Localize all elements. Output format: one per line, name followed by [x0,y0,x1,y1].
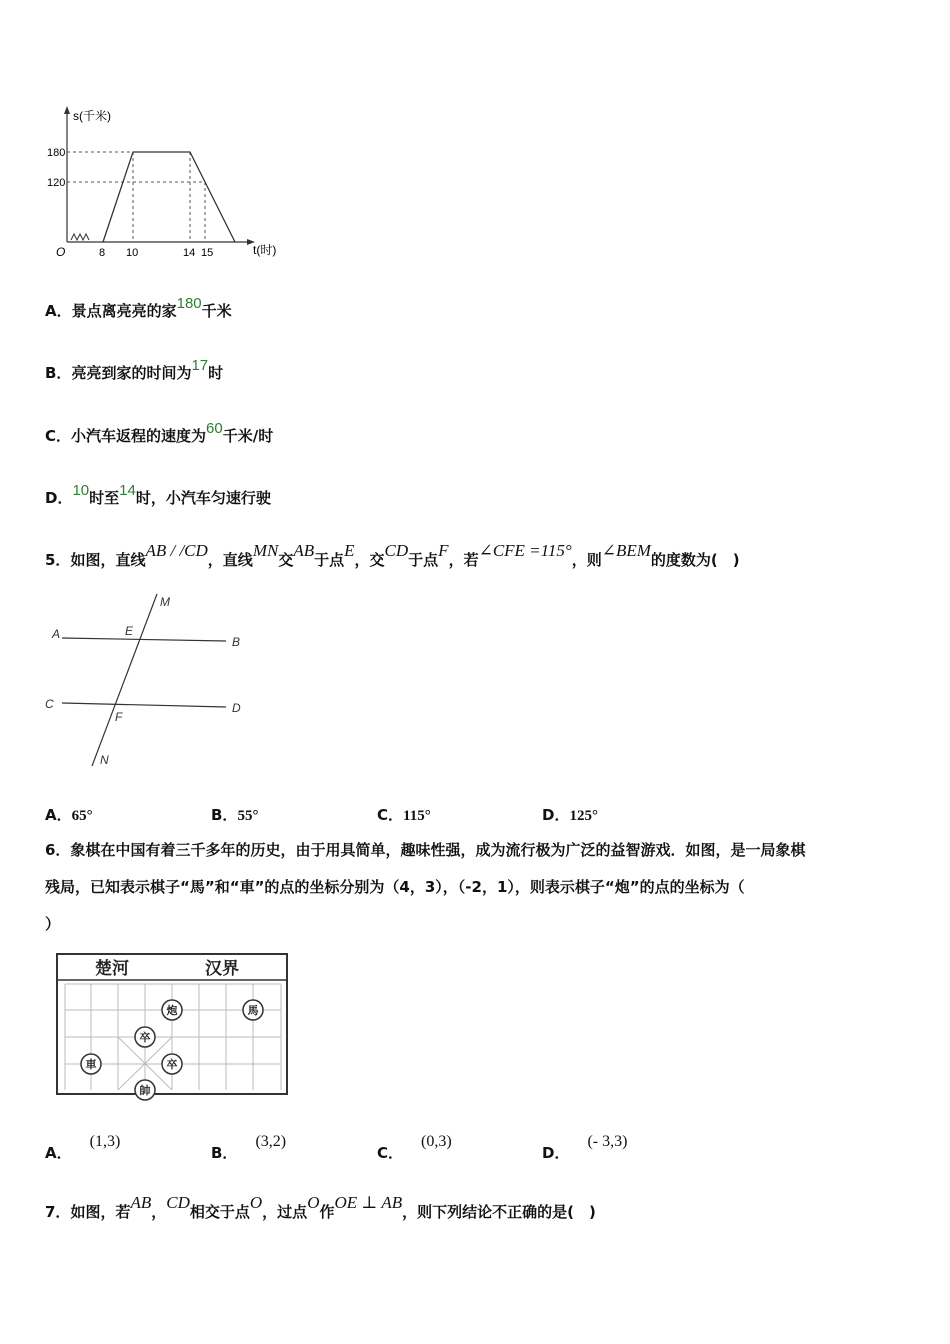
q4-option-b: B．亮亮到家的时间为17时 [45,357,224,382]
y-axis-label: s(千米) [73,109,111,123]
label-f: F [115,710,123,724]
x-tick-14: 14 [183,247,196,259]
q6-option-a: A．(1,3) [45,1133,121,1162]
piece-shuai: 帥 [139,1085,151,1097]
label-d: D [232,701,241,715]
x-tick-15: 15 [201,247,214,259]
label-c: C [45,697,54,711]
x-tick-8: 8 [99,247,106,259]
label-a: A [52,627,61,641]
q6-option-b: B．(3,2) [211,1133,287,1162]
piece-ju: 車 [85,1059,97,1071]
q6-stem-line-3: ） [45,915,61,933]
x-axis-label: t(时) [253,243,277,257]
board-title-right: 汉界 [205,959,239,978]
label-e: E [125,624,134,638]
board-title-left: 楚河 [95,959,129,978]
q5-option-b: B．55° [211,806,259,824]
piece-zu-1: 卒 [139,1032,151,1044]
y-tick-180: 180 [47,147,66,159]
piece-zu-2: 卒 [166,1059,178,1071]
parallel-lines-figure [40,588,260,773]
q4-option-a: A．景点离亮亮的家180千米 [45,295,232,320]
label-b: B [232,635,241,649]
origin-label: O [56,245,66,259]
y-tick-120: 120 [47,177,66,189]
distance-time-graph [45,100,295,265]
q6-stem-line-1: 6．象棋在中国有着三千多年的历史，由于用具简单，趣味性强，成为流行极为广泛的益智游戏．如图，是一局象棋 [45,841,806,859]
q4-option-c: C．小汽车返程的速度为60千米/时 [45,420,274,445]
q6-option-c: C．(0,3) [377,1133,452,1162]
label-m: M [160,595,170,609]
q5-option-a: A．65° [45,806,93,824]
x-tick-10: 10 [126,247,139,259]
q6-stem-line-2: 残局，已知表示棋子“馬”和“車”的点的坐标分别为（4，3），（-2，1），则表示棋子“炮”的点的坐标为（ [45,878,745,896]
piece-ma: 馬 [247,1005,259,1017]
piece-pao: 炮 [166,1005,178,1017]
q4-option-d: D．10时至14时，小汽车匀速行驶 [45,482,271,507]
chess-board-figure [55,952,291,1104]
q6-option-d: D．(- 3,3) [542,1133,628,1162]
label-n: N [100,753,109,767]
q5-option-d: D．125° [542,806,598,824]
q7-stem: 7．如图，若AB，CD相交于点O，过点O作OE ⊥ AB，则下列结论不正确的是( ) [45,1193,596,1221]
q5-stem: 5．如图，直线AB / /CD，直线MN交AB于点E，交CD于点F，若∠CFE =115°，则∠BEM的度数为( ) [45,541,740,569]
q5-option-c: C．115° [377,806,431,824]
